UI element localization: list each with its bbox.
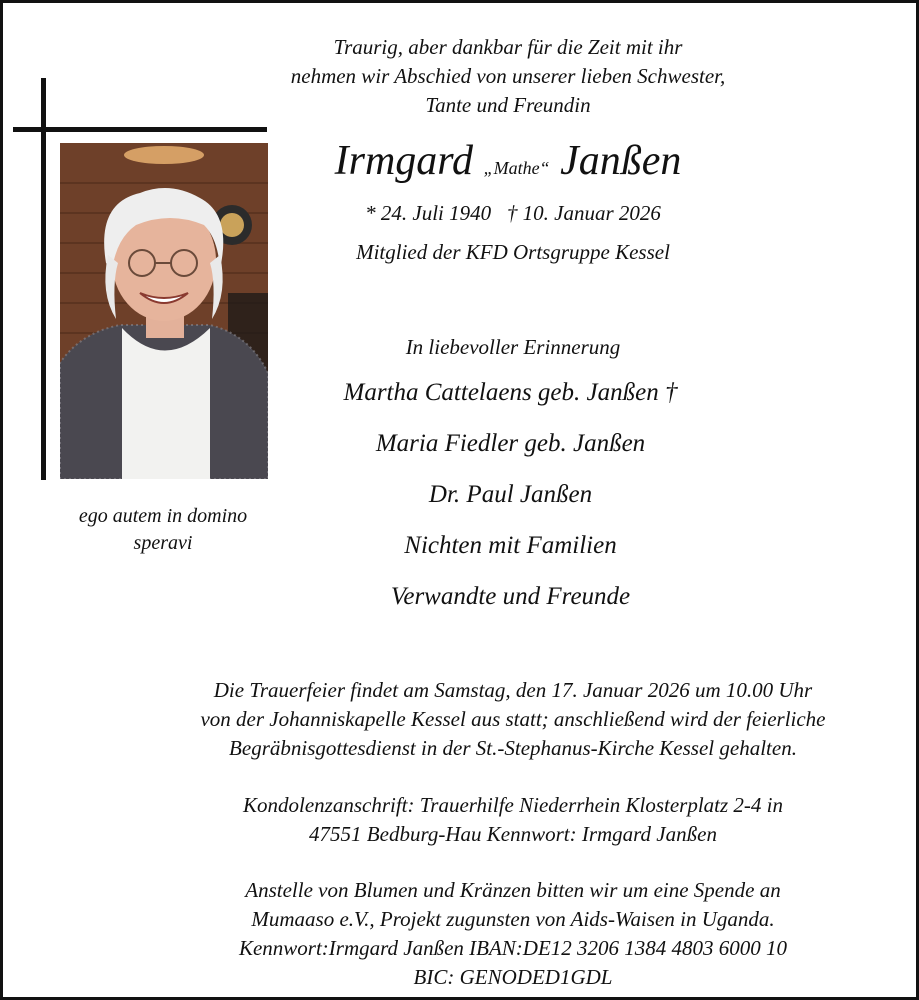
- mourner-name: Maria Fiedler geb. Janßen: [375, 430, 646, 457]
- ceremony-info: [113, 676, 913, 763]
- birth-date: * 24. Juli 1940: [365, 201, 492, 225]
- nickname: „Mathe“: [483, 158, 550, 178]
- intro-line: Traurig, aber dankbar für die Zeit mit ihr: [333, 35, 683, 59]
- cross-vertical-bar: [41, 78, 46, 480]
- death-date: † 10. Januar 2026: [506, 201, 661, 225]
- first-name: Irmgard: [334, 138, 474, 184]
- memory-heading: In liebevoller Erinnerung: [405, 335, 621, 359]
- mourner-name: Verwandte und Freunde: [390, 583, 631, 610]
- donation-line: BIC: GENODED1GDL: [413, 965, 613, 989]
- condolence-address: [113, 791, 913, 849]
- life-dates: [263, 199, 763, 227]
- motto-line: ego autem in domino: [78, 505, 248, 527]
- donation-line: Mumaaso e.V., Projekt zugunsten von Aids-Waisen in Uganda.: [251, 907, 775, 931]
- donation-info: [113, 876, 913, 992]
- cross-horizontal-bar: [13, 127, 267, 132]
- mourner-name: Martha Cattelaens geb. Janßen †: [343, 379, 678, 406]
- motto-line: speravi: [133, 532, 193, 554]
- condolence-line: 47551 Bedburg-Hau Kennwort: Irmgard Janßen: [309, 822, 717, 846]
- mourner-name: Nichten mit Familien: [404, 532, 617, 559]
- intro-line: nehmen wir Abschied von unserer lieben Schwester,: [290, 64, 726, 88]
- condolence-line: Kondolenzanschrift: Trauerhilfe Niederrhein Klosterplatz 2-4 in: [243, 793, 783, 817]
- intro-text: [193, 33, 823, 120]
- donation-line: Kennwort:Irmgard Janßen IBAN:DE12 3206 1384 4803 6000 10: [238, 936, 788, 960]
- mourner-name: Dr. Paul Janßen: [428, 481, 593, 508]
- last-name: Janßen: [560, 138, 682, 184]
- donation-line: Anstelle von Blumen und Kränzen bitten wir um eine Spende an: [245, 878, 781, 902]
- mourners-list: [223, 373, 798, 628]
- intro-line: Tante und Freundin: [425, 93, 591, 117]
- ceremony-line: Die Trauerfeier findet am Samstag, den 17. Januar 2026 um 10.00 Uhr: [213, 678, 813, 702]
- ceremony-line: von der Johanniskapelle Kessel aus statt; anschließend wird der feierliche: [200, 707, 826, 731]
- ceremony-line: Begräbnisgottesdienst in der St.-Stephanus-Kirche Kessel gehalten.: [229, 736, 797, 760]
- deceased-name: [253, 135, 763, 194]
- membership: Mitglied der KFD Ortsgruppe Kessel: [356, 240, 670, 264]
